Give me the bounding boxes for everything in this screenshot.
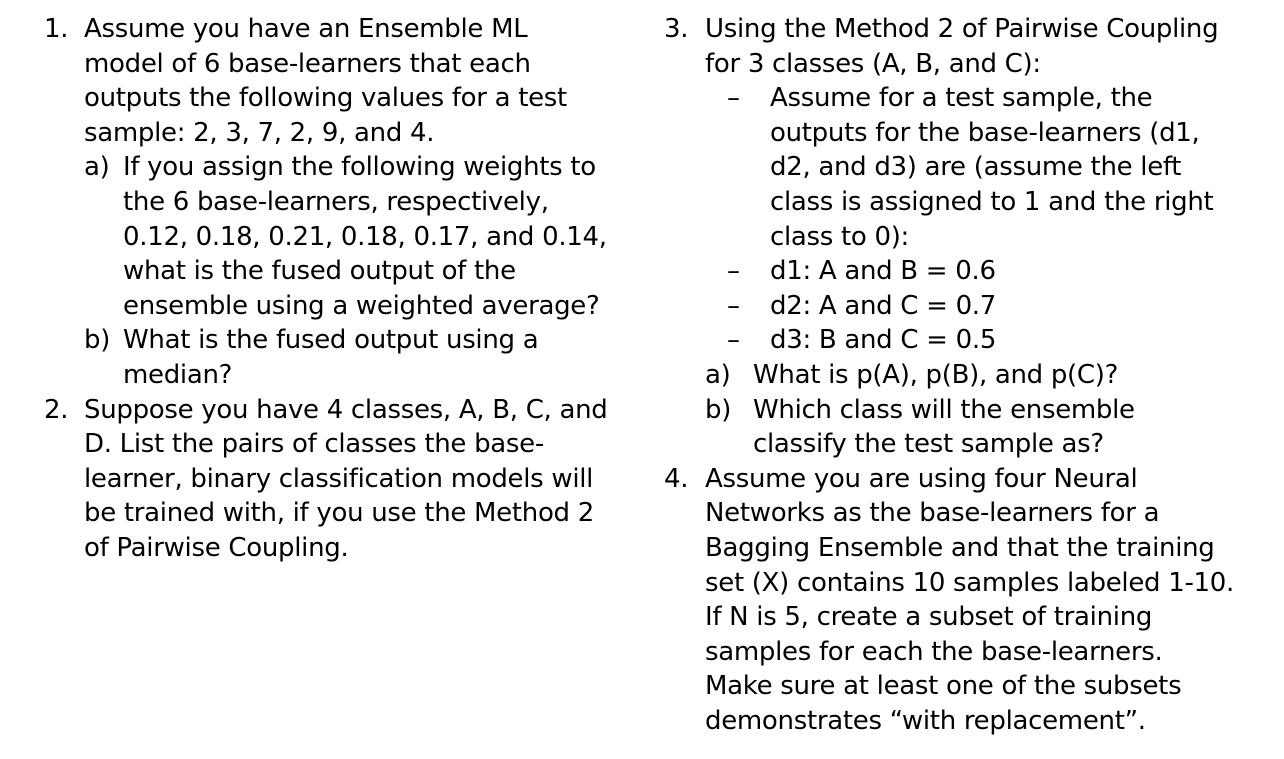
question-3-bullet-line: Assume for a test sample, the <box>770 83 1153 114</box>
question-1a-line: the 6 base-learners, respectively, <box>123 186 549 217</box>
question-4-line: demonstrates “with replacement”. <box>705 705 1146 736</box>
question-4-text <box>705 462 1264 739</box>
question-3b-label: b) <box>705 394 732 425</box>
question-3-bullet-text <box>770 81 1264 254</box>
question-2-line: learner, binary classification models will <box>84 463 594 494</box>
dash-icon: – <box>727 290 740 321</box>
dash-icon: – <box>727 83 740 114</box>
question-1-number: 1. <box>44 14 69 44</box>
question-3a <box>664 358 1264 393</box>
question-3-bullet <box>664 289 1264 324</box>
question-4-line: Make sure at least one of the subsets <box>705 671 1182 702</box>
question-3-bullet-line: d3: B and C = 0.5 <box>770 325 997 356</box>
question-3b-line: classify the test sample as? <box>753 429 1104 460</box>
dash-icon: – <box>727 325 740 356</box>
question-3-bullet <box>664 254 1264 289</box>
question-4-number: 4. <box>664 463 689 494</box>
dash-icon: – <box>727 256 740 287</box>
question-1b <box>44 323 634 392</box>
question-1a-line: 0.12, 0.18, 0.21, 0.18, 0.17, and 0.14, <box>123 221 607 252</box>
question-4-line: Assume you are using four Neural <box>705 463 1138 494</box>
question-3 <box>664 12 1264 81</box>
question-3-bullet-line: d2: A and C = 0.7 <box>770 290 997 321</box>
question-3b-text <box>753 393 1264 462</box>
question-3a-line: What is p(A), p(B), and p(C)? <box>753 359 1119 390</box>
question-3-text <box>705 12 1264 81</box>
question-2-line: of Pairwise Coupling. <box>84 532 349 563</box>
question-1-text <box>84 12 634 150</box>
question-3-bullet-line: outputs for the base-learners (d1, <box>770 117 1200 148</box>
question-4-line: set (X) contains 10 samples labeled 1-10. <box>705 567 1234 598</box>
question-3-line: for 3 classes (A, B, and C): <box>705 48 1041 79</box>
question-3-line: Using the Method 2 of Pairwise Coupling <box>705 14 1219 44</box>
question-2-line: Suppose you have 4 classes, A, B, C, and <box>84 394 608 425</box>
question-3-bullet-line: class is assigned to 1 and the right <box>770 186 1214 217</box>
question-1b-line: What is the fused output using a <box>123 325 539 356</box>
question-1a-line: ensemble using a weighted average? <box>123 290 600 321</box>
question-1b-label: b) <box>84 325 111 356</box>
question-1-line: model of 6 base-learners that each <box>84 48 531 79</box>
question-4 <box>664 462 1264 739</box>
question-3-bullet-line: d2, and d3) are (assume the left <box>770 152 1182 183</box>
question-2-line: be trained with, if you use the Method 2 <box>84 498 594 529</box>
question-1a-text <box>123 150 634 323</box>
question-1 <box>44 12 634 150</box>
question-4-line: If N is 5, create a subset of training <box>705 602 1153 633</box>
question-2-text <box>84 393 634 566</box>
question-4-line: Bagging Ensemble and that the training <box>705 532 1215 563</box>
question-1-line: outputs the following values for a test <box>84 83 567 114</box>
question-3-bullet-line: class to 0): <box>770 221 910 252</box>
question-1a-line: what is the fused output of the <box>123 256 516 287</box>
question-3-bullet <box>664 81 1264 254</box>
question-3-number: 3. <box>664 14 689 44</box>
question-1b-line: median? <box>123 359 233 390</box>
question-3-bullet-line: d1: A and B = 0.6 <box>770 256 996 287</box>
question-2-number: 2. <box>44 394 69 425</box>
question-2-line: D. List the pairs of classes the base- <box>84 429 544 460</box>
question-3a-text <box>753 358 1264 393</box>
right-column <box>664 12 1264 738</box>
left-column <box>44 12 634 566</box>
question-4-line: Networks as the base-learners for a <box>705 498 1160 529</box>
question-1a-line: If you assign the following weights to <box>123 152 596 183</box>
question-1b-text <box>123 323 634 392</box>
question-1a-label: a) <box>84 152 110 183</box>
question-1-line: sample: 2, 3, 7, 2, 9, and 4. <box>84 117 435 148</box>
question-2 <box>44 393 634 566</box>
question-3a-label: a) <box>705 359 731 390</box>
question-1a <box>44 150 634 323</box>
question-3b-line: Which class will the ensemble <box>753 394 1135 425</box>
question-3-bullet <box>664 323 1264 358</box>
question-1-line: Assume you have an Ensemble ML <box>84 14 528 44</box>
question-3b <box>664 393 1264 462</box>
question-4-line: samples for each the base-learners. <box>705 636 1163 667</box>
